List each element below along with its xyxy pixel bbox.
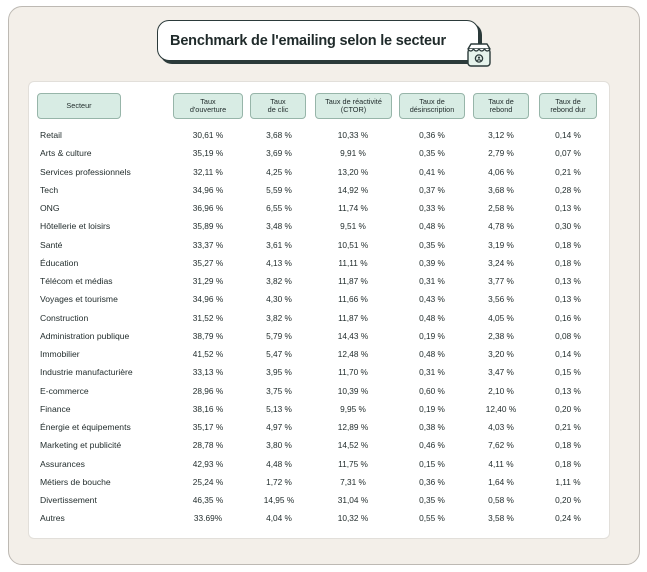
row-label-sector: Arts & culture <box>40 148 92 159</box>
table-cell-ctor: 14,92 % <box>337 184 369 195</box>
row-label-sector: Marketing et publicité <box>40 440 122 451</box>
table-cell-clic: 3,75 % <box>266 385 292 396</box>
table-cell-ouverture: 41,52 % <box>192 349 224 359</box>
row-label-sector: Éducation <box>40 257 79 268</box>
table-cell-ctor: 14,43 % <box>337 330 369 341</box>
table-cell-clic: 5,13 % <box>266 403 292 414</box>
table-cell-ctor: 10,51 % <box>337 239 369 250</box>
table-cell-clic: 4,13 % <box>266 257 292 268</box>
table-cell-clic: 5,79 % <box>266 330 292 341</box>
table-cell-rebond-dur: 0,18 % <box>555 239 581 250</box>
table-cell-rebond: 3,24 % <box>488 257 514 268</box>
table-cell-rebond-dur: 0,21 % <box>555 422 581 432</box>
table-cell-desinscription: 0,36 % <box>419 130 445 140</box>
table-cell-clic: 1,72 % <box>266 476 292 487</box>
table-cell-ctor: 12,48 % <box>337 349 369 359</box>
table-cell-clic: 14,95 % <box>263 495 295 505</box>
row-label-sector: Tech <box>40 184 59 195</box>
table-cell-ctor: 9,51 % <box>340 221 366 232</box>
table-cell-rebond: 2,38 % <box>488 330 514 341</box>
row-label-sector: Assurances <box>40 458 85 469</box>
table-cell-ctor: 11,66 % <box>338 294 368 305</box>
row-label-sector: Santé <box>40 239 63 250</box>
table-cell-rebond: 2,79 % <box>488 148 514 159</box>
row-label-sector: Divertissement <box>40 495 97 505</box>
table-cell-clic: 6,55 % <box>266 203 292 213</box>
row-label-sector: Retail <box>40 130 62 140</box>
table-cell-desinscription: 0,35 % <box>419 148 445 159</box>
column-header-label: Taux d'ouverture <box>189 96 227 114</box>
table-cell-clic: 5,47 % <box>266 349 292 359</box>
table-cell-ctor: 10,33 % <box>337 130 369 140</box>
column-header-rebond <box>473 93 529 119</box>
column-header-ctor <box>315 93 392 119</box>
table-cell-ouverture: 33.69% <box>193 513 223 524</box>
table-cell-desinscription: 0,46 % <box>419 440 445 451</box>
table-cell-clic: 4,97 % <box>266 422 292 432</box>
table-cell-rebond-dur: 0,16 % <box>555 312 581 323</box>
table-cell-ouverture: 34,96 % <box>192 184 224 195</box>
column-header-label: Taux de rebond <box>488 96 514 114</box>
table-cell-rebond-dur: 0,18 % <box>555 257 581 268</box>
table-cell-desinscription: 0,55 % <box>419 513 445 524</box>
row-label-sector: Hôtellerie et loisirs <box>40 221 111 232</box>
table-cell-rebond-dur: 1,11 % <box>555 476 581 487</box>
table-cell-desinscription: 0,31 % <box>419 276 445 286</box>
table-cell-rebond-dur: 0,13 % <box>555 276 581 286</box>
title-banner <box>157 20 479 61</box>
table-cell-rebond: 3,47 % <box>488 367 514 378</box>
table-cell-ouverture: 28,78 % <box>192 440 224 451</box>
table-cell-ctor: 11,87 % <box>338 312 368 323</box>
table-cell-rebond: 2,10 % <box>488 385 514 396</box>
table-cell-ouverture: 25,24 % <box>192 476 224 487</box>
table-cell-rebond: 3,58 % <box>488 513 514 524</box>
table-cell-clic: 3,80 % <box>266 440 292 451</box>
table-cell-ouverture: 34,96 % <box>192 294 224 305</box>
table-cell-desinscription: 0,36 % <box>419 476 445 487</box>
table-cell-ouverture: 31,29 % <box>192 276 224 286</box>
table-cell-desinscription: 0,60 % <box>419 385 445 396</box>
table-cell-ctor: 31,04 % <box>337 495 369 505</box>
table-cell-ouverture: 36,96 % <box>192 203 224 213</box>
table-cell-ctor: 11,87 % <box>338 276 368 286</box>
table-cell-clic: 4,04 % <box>266 513 292 524</box>
column-header-secteur <box>37 93 121 119</box>
table-cell-rebond-dur: 0,18 % <box>555 440 581 451</box>
table-cell-desinscription: 0,41 % <box>419 166 445 177</box>
table-cell-rebond-dur: 0,30 % <box>555 221 581 232</box>
table-cell-desinscription: 0,33 % <box>419 203 445 213</box>
table-cell-ouverture: 38,16 % <box>192 403 224 414</box>
table-cell-rebond-dur: 0,14 % <box>555 349 581 359</box>
table-cell-rebond-dur: 0,20 % <box>555 495 581 505</box>
table-cell-ctor: 12,89 % <box>337 422 369 432</box>
table-cell-rebond: 1,64 % <box>488 476 514 487</box>
table-cell-rebond: 2,58 % <box>488 203 514 213</box>
column-header-label: Taux de rebond dur <box>550 96 586 114</box>
table-cell-desinscription: 0,35 % <box>419 239 445 250</box>
table-cell-ctor: 9,91 % <box>340 148 366 159</box>
row-label-sector: Énergie et équipements <box>40 422 131 432</box>
table-cell-ouverture: 28,96 % <box>192 385 224 396</box>
row-label-sector: Immobilier <box>40 349 80 359</box>
table-cell-ctor: 14,52 % <box>337 440 369 451</box>
table-cell-ctor: 11,70 % <box>338 367 368 378</box>
table-cell-clic: 4,48 % <box>266 458 292 469</box>
table-cell-rebond: 3,19 % <box>488 239 514 250</box>
table-cell-ouverture: 35,89 % <box>192 221 224 232</box>
benchmark-table <box>28 81 610 539</box>
table-cell-rebond: 3,20 % <box>488 349 514 359</box>
table-cell-rebond-dur: 0,21 % <box>555 166 581 177</box>
table-cell-ctor: 10,39 % <box>337 385 369 396</box>
column-header-ouverture <box>173 93 243 119</box>
table-cell-clic: 3,95 % <box>266 367 292 378</box>
table-cell-clic: 3,48 % <box>266 221 292 232</box>
table-cell-clic: 3,61 % <box>266 239 292 250</box>
row-label-sector: Construction <box>40 312 89 323</box>
table-cell-rebond: 4,11 % <box>488 458 514 469</box>
table-cell-rebond: 3,77 % <box>488 276 514 286</box>
table-cell-desinscription: 0,38 % <box>419 422 445 432</box>
table-cell-ouverture: 31,52 % <box>192 312 224 323</box>
row-label-sector: Métiers de bouche <box>40 476 111 487</box>
table-cell-rebond: 4,78 % <box>488 221 514 232</box>
table-cell-ouverture: 32,11 % <box>193 166 223 177</box>
table-cell-rebond: 4,05 % <box>488 312 514 323</box>
table-cell-ouverture: 30,61 % <box>192 130 224 140</box>
table-cell-rebond-dur: 0,07 % <box>555 148 581 159</box>
table-cell-rebond: 3,68 % <box>488 184 514 195</box>
row-label-sector: Télécom et médias <box>40 276 113 286</box>
table-cell-desinscription: 0,48 % <box>419 349 445 359</box>
table-cell-rebond-dur: 0,13 % <box>555 294 581 305</box>
table-cell-rebond-dur: 0,28 % <box>555 184 581 195</box>
column-header-label: Taux de clic <box>267 96 289 114</box>
table-cell-ctor: 13,20 % <box>337 166 369 177</box>
table-cell-desinscription: 0,39 % <box>419 257 445 268</box>
table-cell-clic: 3,82 % <box>266 312 292 323</box>
table-cell-rebond: 4,06 % <box>488 166 514 177</box>
table-cell-ouverture: 33,37 % <box>192 239 224 250</box>
table-cell-ouverture: 35,19 % <box>192 148 224 159</box>
column-header-clic <box>250 93 306 119</box>
row-label-sector: Autres <box>40 513 65 524</box>
column-header-desinscription <box>399 93 465 119</box>
table-cell-clic: 4,25 % <box>266 166 292 177</box>
table-cell-ctor: 10,32 % <box>337 513 369 524</box>
table-cell-ouverture: 35,17 % <box>192 422 224 432</box>
table-cell-rebond: 7,62 % <box>488 440 514 451</box>
page-title: Benchmark de l'emailing selon le secteur <box>170 32 446 49</box>
table-cell-clic: 5,59 % <box>266 184 292 195</box>
table-cell-desinscription: 0,48 % <box>419 221 445 232</box>
column-header-label: Taux de désinscription <box>409 96 455 114</box>
table-cell-ctor: 9,95 % <box>340 403 366 414</box>
table-cell-ctor: 11,11 % <box>338 257 368 268</box>
table-cell-ouverture: 46,35 % <box>192 495 224 505</box>
table-cell-clic: 3,68 % <box>266 130 292 140</box>
table-cell-ouverture: 33,13 % <box>192 367 224 378</box>
table-cell-desinscription: 0,15 % <box>419 458 445 469</box>
table-cell-rebond-dur: 0,13 % <box>555 203 581 213</box>
shop-icon <box>466 42 492 68</box>
table-cell-rebond-dur: 0,20 % <box>555 403 581 414</box>
row-label-sector: Finance <box>40 403 71 414</box>
table-cell-rebond-dur: 0,24 % <box>555 513 581 524</box>
table-cell-rebond: 12,40 % <box>485 403 517 414</box>
table-cell-clic: 4,30 % <box>266 294 292 305</box>
column-header-rebond-dur <box>539 93 597 119</box>
table-cell-rebond: 3,56 % <box>488 294 514 305</box>
table-cell-ctor: 11,75 % <box>338 458 368 469</box>
table-cell-rebond-dur: 0,13 % <box>555 385 581 396</box>
row-label-sector: Voyages et tourisme <box>40 294 118 305</box>
table-cell-desinscription: 0,43 % <box>419 294 445 305</box>
table-cell-desinscription: 0,31 % <box>419 367 445 378</box>
table-cell-rebond-dur: 0,08 % <box>555 330 581 341</box>
row-label-sector: E-commerce <box>40 385 89 396</box>
row-label-sector: Services professionnels <box>40 166 131 177</box>
table-cell-ouverture: 42,93 % <box>192 458 224 469</box>
table-cell-rebond: 3,12 % <box>488 130 514 140</box>
table-cell-ctor: 7,31 % <box>340 476 366 487</box>
table-cell-clic: 3,69 % <box>266 148 292 159</box>
row-label-sector: Industrie manufacturière <box>40 367 133 378</box>
column-header-label: Secteur <box>66 100 92 110</box>
table-cell-desinscription: 0,19 % <box>419 330 445 341</box>
table-cell-desinscription: 0,37 % <box>419 184 445 195</box>
table-cell-rebond-dur: 0,15 % <box>555 367 581 378</box>
row-label-sector: ONG <box>40 203 60 213</box>
table-cell-ctor: 11,74 % <box>338 203 368 213</box>
table-cell-rebond-dur: 0,18 % <box>555 458 581 469</box>
table-cell-desinscription: 0,48 % <box>419 312 445 323</box>
table-cell-rebond: 4,03 % <box>488 422 514 432</box>
table-cell-rebond: 0,58 % <box>488 495 514 505</box>
table-cell-clic: 3,82 % <box>266 276 292 286</box>
table-cell-ouverture: 35,27 % <box>192 257 224 268</box>
row-label-sector: Administration publique <box>40 330 130 341</box>
table-cell-ouverture: 38,79 % <box>192 330 224 341</box>
table-cell-desinscription: 0,35 % <box>419 495 445 505</box>
table-cell-desinscription: 0,19 % <box>419 403 445 414</box>
column-header-label: Taux de réactivité (CTOR) <box>325 96 382 114</box>
table-cell-rebond-dur: 0,14 % <box>555 130 581 140</box>
